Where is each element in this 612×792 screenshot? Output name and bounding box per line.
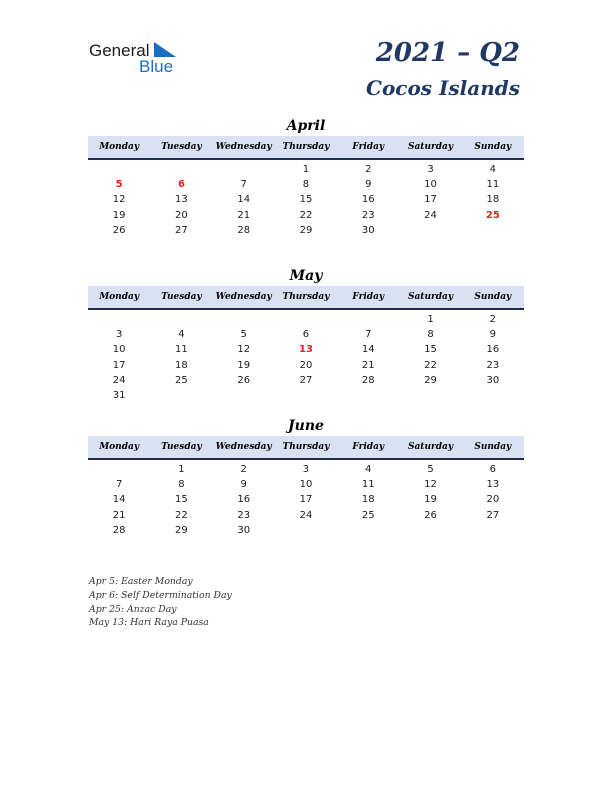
weekday-label: Sunday [474,442,512,452]
day-cell: 6 [302,329,310,341]
day-cell: 28 [112,524,126,536]
week-row [88,208,524,223]
day-cell: 1 [302,164,310,176]
day-cell: 31 [112,390,126,402]
day-cell: 9 [489,329,497,341]
weekday-label: Saturday [407,292,454,302]
day-cell: 22 [175,509,188,521]
weekday-label: Saturday [407,142,454,152]
day-cell: 8 [427,329,434,341]
day-cell: 11 [361,479,375,491]
week-row [88,508,524,523]
weekday-header [88,136,524,160]
holiday-note: Apr 25: Anzac Day [89,603,177,615]
day-cell: 22 [424,359,437,371]
week-row [88,162,524,177]
day-cell: 15 [175,494,188,506]
weekday-label: Tuesday [161,292,202,302]
month-title: May [289,268,323,284]
week-row [88,312,524,327]
day-cell: 10 [112,344,126,356]
weekday-label: Sunday [474,292,512,302]
day-cell: 13 [175,194,188,206]
day-cell: 1 [427,314,434,326]
day-cell: 8 [178,479,185,491]
day-cell: 21 [361,359,375,371]
day-cell: 6 [177,179,185,191]
week-row [88,388,524,403]
weekday-label: Thursday [282,292,330,302]
day-cell: 23 [361,209,375,221]
day-cell: 8 [302,179,310,191]
day-cell: 27 [175,224,188,236]
weekday-label: Friday [352,142,385,152]
day-cell: 22 [299,209,313,221]
week-row [88,223,524,238]
day-cell: 17 [112,359,126,371]
week-row [88,523,524,538]
day-cell: 29 [424,374,437,386]
day-cell: 20 [299,359,313,371]
week-row [88,373,524,388]
week-row [88,192,524,207]
weekday-label: Wednesday [215,292,272,302]
day-cell: 14 [361,344,375,356]
weekday-label: Sunday [474,142,512,152]
day-cell: 16 [486,344,500,356]
weekday-label: Thursday [282,142,330,152]
day-cell: 10 [424,179,437,191]
week-row [88,342,524,357]
weekday-label: Friday [352,442,385,452]
day-cell: 21 [112,509,126,521]
day-cell: 24 [112,374,126,386]
day-cell: 5 [240,329,247,341]
day-cell: 25 [175,374,188,386]
week-row [88,177,524,192]
day-cell: 29 [299,224,313,236]
weekday-label: Wednesday [215,142,272,152]
day-cell: 18 [175,359,188,371]
weekday-label: Monday [99,142,140,152]
day-cell: 23 [237,509,251,521]
day-cell: 25 [361,509,375,521]
day-cell: 11 [175,344,188,356]
day-cell: 1 [178,464,185,476]
day-cell: 12 [424,479,437,491]
day-cell: 19 [237,359,251,371]
day-cell: 17 [424,194,437,206]
week-row [88,492,524,507]
week-row [88,327,524,342]
day-cell: 14 [112,494,126,506]
day-cell: 7 [365,329,372,341]
day-cell: 13 [299,344,313,356]
day-cell: 6 [489,464,497,476]
weekday-label: Monday [99,292,140,302]
day-cell: 30 [237,524,251,536]
day-cell: 5 [427,464,434,476]
day-cell: 2 [489,314,497,326]
day-cell: 30 [486,374,500,386]
day-cell: 18 [486,194,500,206]
day-cell: 25 [485,209,500,221]
weekday-label: Saturday [407,442,454,452]
day-cell: 20 [175,209,188,221]
weekday-label: Tuesday [161,142,202,152]
day-cell: 20 [486,494,500,506]
day-cell: 24 [299,509,313,521]
holiday-note: May 13: Hari Raya Puasa [89,617,209,629]
day-cell: 13 [486,479,500,491]
day-cell: 15 [424,344,437,356]
day-cell: 28 [361,374,375,386]
day-cell: 19 [112,209,126,221]
week-row [88,477,524,492]
day-cell: 11 [486,179,500,191]
day-cell: 26 [237,374,251,386]
month-title: April [286,118,326,134]
day-cell: 3 [427,164,434,176]
day-cell: 9 [365,179,372,191]
day-cell: 2 [240,464,247,476]
week-row [88,358,524,373]
page-subtitle: Cocos Islands [366,76,520,100]
day-cell: 3 [302,464,310,476]
week-row [88,462,524,477]
day-cell: 21 [237,209,251,221]
weekday-label: Monday [99,442,140,452]
month-june [88,416,524,538]
weekday-header [88,436,524,460]
day-cell: 18 [361,494,375,506]
day-cell: 12 [237,344,251,356]
brand-logo [89,40,189,76]
weekday-header [88,286,524,310]
day-cell: 3 [115,329,123,341]
day-cell: 5 [115,179,123,191]
day-cell: 27 [486,509,500,521]
day-cell: 12 [112,194,126,206]
page-title: 2021 – Q2 [375,38,520,68]
day-cell: 7 [115,479,123,491]
day-cell: 7 [240,179,247,191]
brand-name-line2: Blue [139,57,174,76]
weekday-label: Tuesday [161,442,202,452]
brand-name-line1: General [89,41,150,60]
day-cell: 4 [178,329,185,341]
day-cell: 30 [361,224,375,236]
day-cell: 16 [361,194,375,206]
holiday-note: Apr 6: Self Determination Day [89,589,232,601]
weekday-label: Thursday [282,442,330,452]
month-title: June [288,418,324,434]
month-may [88,266,524,403]
day-cell: 26 [112,224,126,236]
brand-flag-icon [154,42,176,57]
day-cell: 27 [299,374,313,386]
holiday-note: Apr 5: Easter Monday [89,576,193,587]
day-cell: 24 [424,209,437,221]
day-cell: 9 [240,479,247,491]
weekday-label: Wednesday [215,442,272,452]
day-cell: 15 [299,194,313,206]
day-cell: 2 [365,164,372,176]
day-cell: 14 [237,194,251,206]
day-cell: 4 [365,464,372,476]
day-cell: 28 [237,224,251,236]
day-cell: 19 [424,494,437,506]
day-cell: 23 [486,359,500,371]
day-cell: 29 [175,524,188,536]
holiday-notes [89,575,232,630]
day-cell: 16 [237,494,251,506]
month-april [88,116,524,238]
day-cell: 10 [299,479,313,491]
day-cell: 4 [489,164,497,176]
weekday-label: Friday [352,292,385,302]
day-cell: 26 [424,509,437,521]
day-cell: 17 [299,494,313,506]
